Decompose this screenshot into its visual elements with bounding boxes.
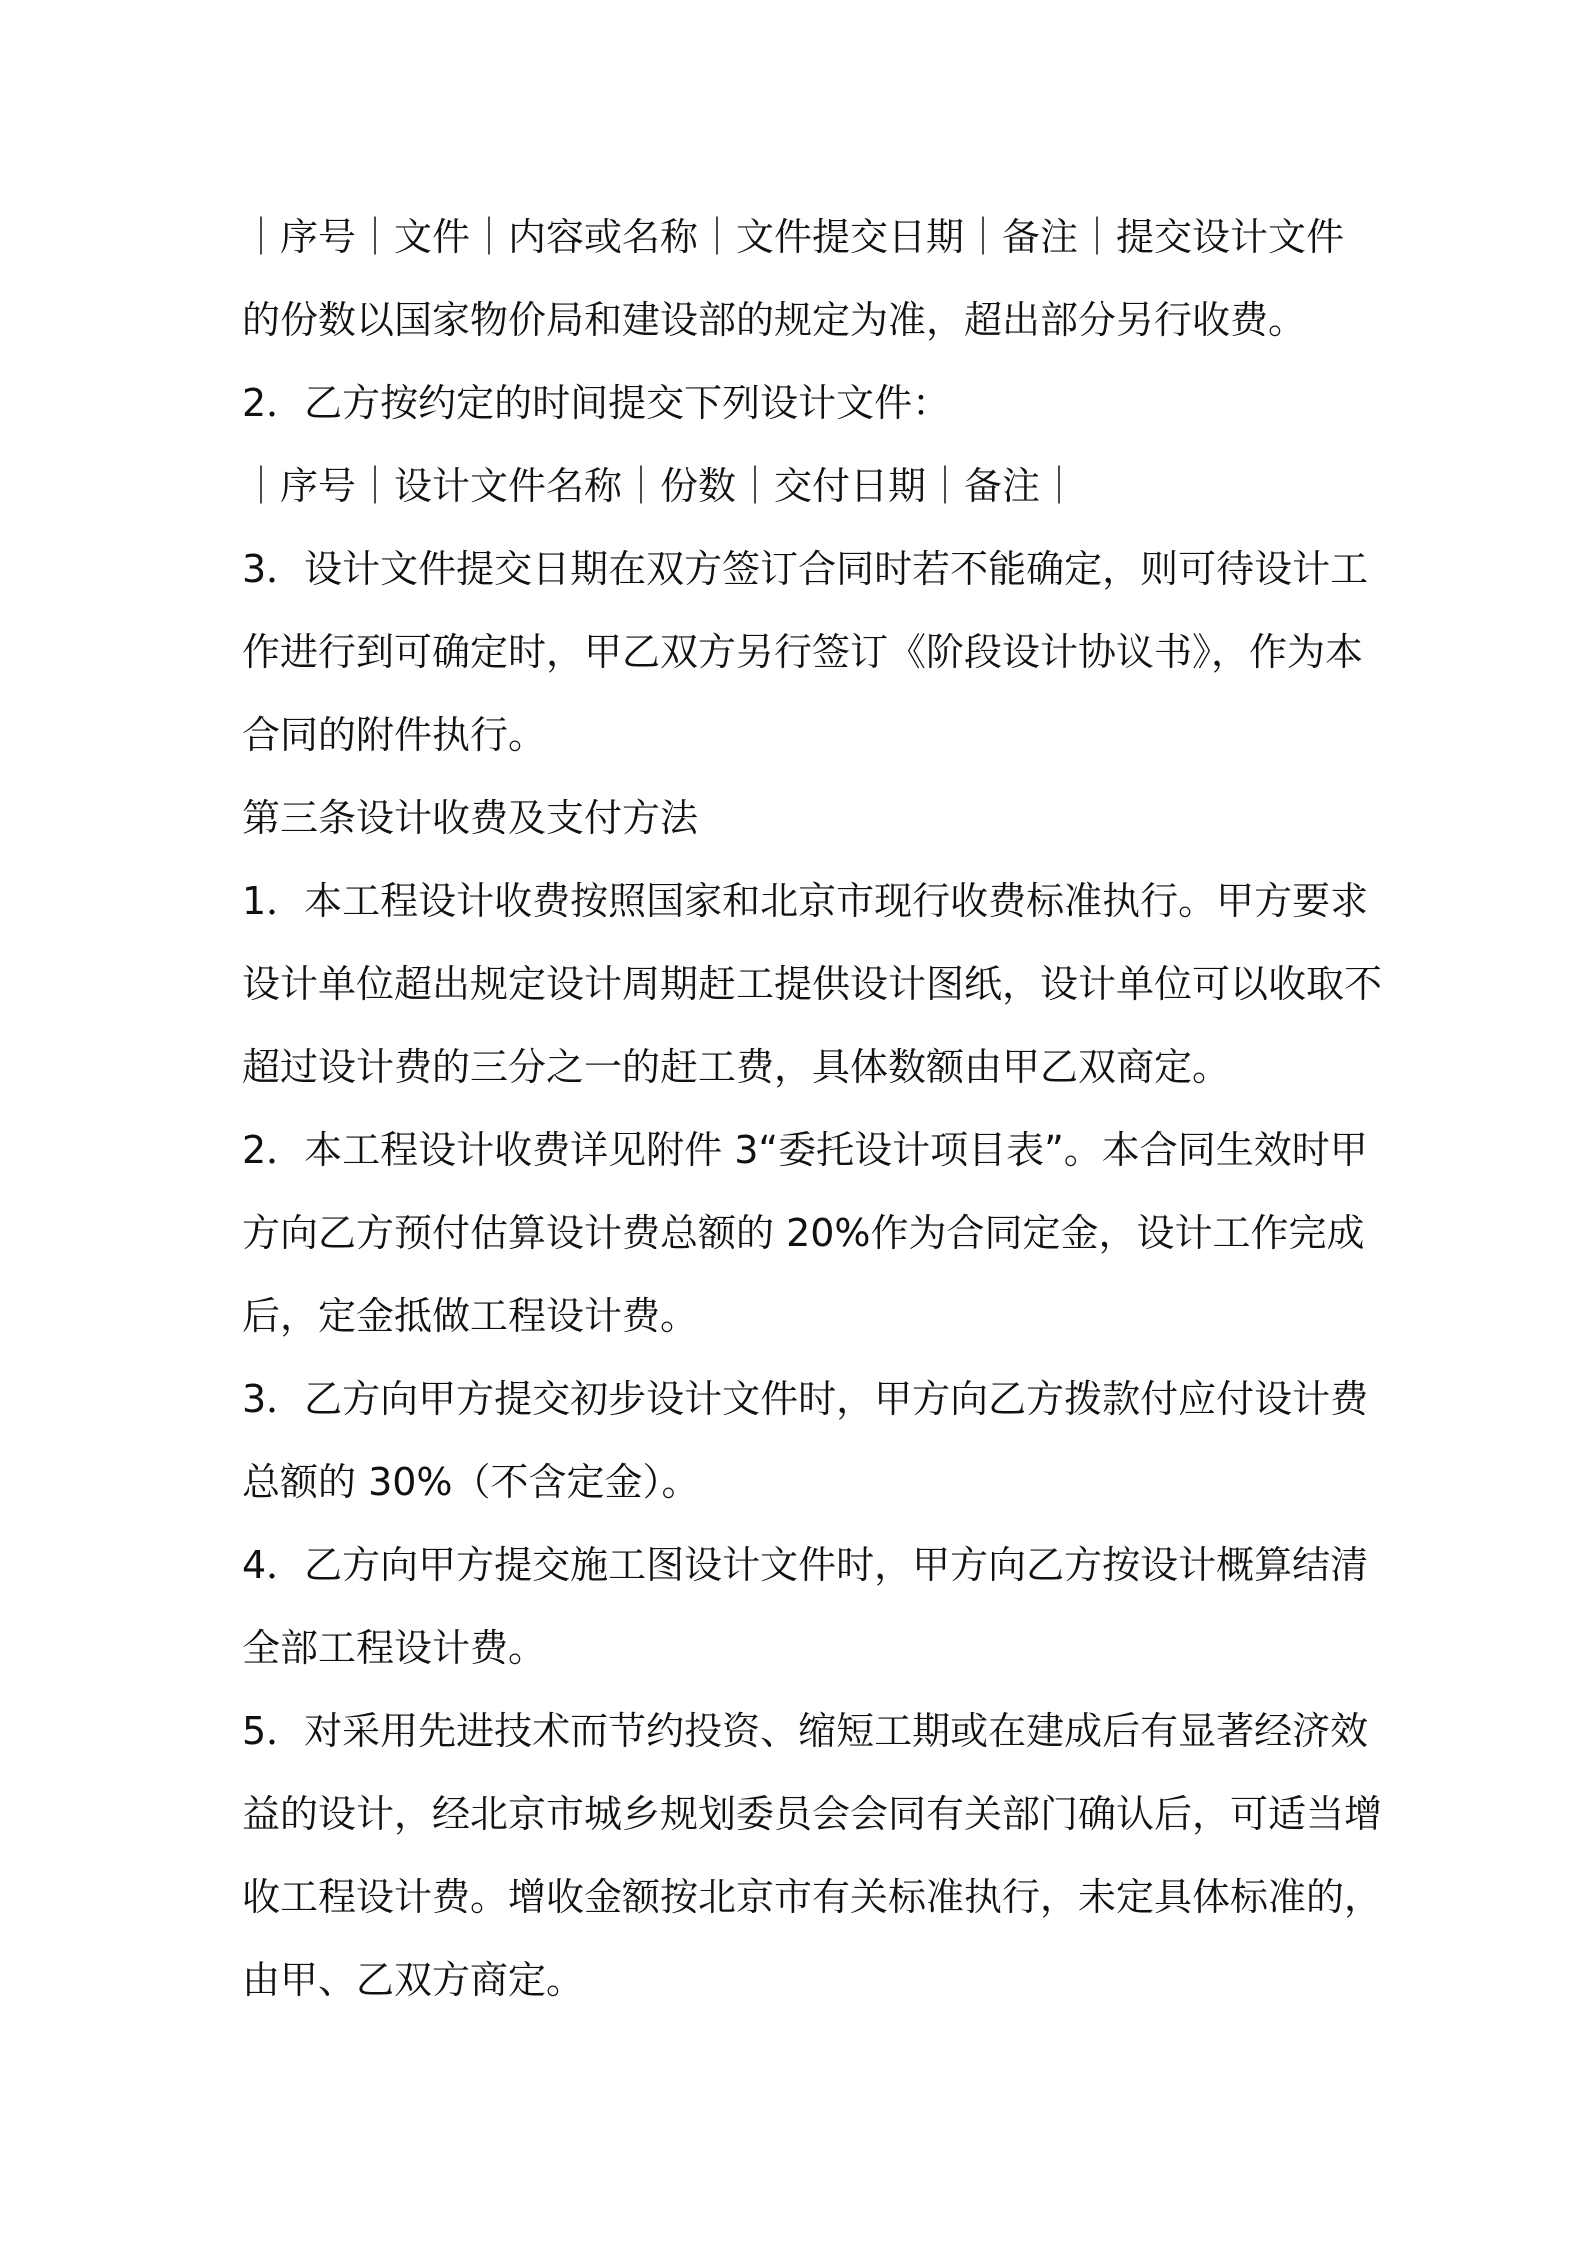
text-line-12: 2．本工程设计收费详见附件 3“委托设计项目表”。本合同生效时甲 xyxy=(242,1128,1368,1172)
text-line-13: 方向乙方预付估算设计费总额的 20%作为合同定金，设计工作完成 xyxy=(242,1211,1365,1255)
text-line-20: 益的设计，经北京市城乡规划委员会会同有关部门确认后，可适当增 xyxy=(242,1792,1383,1836)
text-line-3: 2．乙方按约定的时间提交下列设计文件： xyxy=(242,381,951,425)
document-body xyxy=(242,196,1383,2022)
text-line-10: 设计单位超出规定设计周期赶工提供设计图纸，设计单位可以收取不 xyxy=(242,962,1383,1006)
text-line-16: 总额的 30%（不含定金）。 xyxy=(242,1460,700,1504)
text-line-14: 后，定金抵做工程设计费。 xyxy=(242,1294,699,1338)
text-line-18: 全部工程设计费。 xyxy=(242,1626,547,1670)
text-line-7: 合同的附件执行。 xyxy=(242,713,547,757)
text-line-5: 3．设计文件提交日期在双方签订合同时若不能确定，则可待设计工 xyxy=(242,547,1369,591)
section-heading: 第三条设计收费及支付方法 xyxy=(242,796,699,840)
text-line-6: 作进行到可确定时，甲乙双方另行签订《阶段设计协议书》，作为本 xyxy=(242,630,1364,674)
text-line-15: 3．乙方向甲方提交初步设计文件时，甲方向乙方拨款付应付设计费 xyxy=(242,1377,1369,1421)
text-line-22: 由甲、乙双方商定。 xyxy=(242,1958,585,2002)
text-line-19: 5．对采用先进技术而节约投资、缩短工期或在建成后有显著经济效 xyxy=(242,1709,1369,1753)
text-line-4: ｜序号｜设计文件名称｜份数｜交付日期｜备注｜ xyxy=(242,464,1079,508)
text-line-21: 收工程设计费。增收金额按北京市有关标准执行，未定具体标准的， xyxy=(242,1875,1383,1919)
text-line-1: ｜序号｜文件｜内容或名称｜文件提交日期｜备注｜提交设计文件 xyxy=(242,215,1345,259)
text-line-17: 4．乙方向甲方提交施工图设计文件时，甲方向乙方按设计概算结清 xyxy=(242,1543,1369,1587)
text-line-11: 超过设计费的三分之一的赶工费，具体数额由甲乙双商定。 xyxy=(242,1045,1231,1089)
text-line-9: 1．本工程设计收费按照国家和北京市现行收费标准执行。甲方要求 xyxy=(242,879,1369,923)
text-line-2: 的份数以国家物价局和建设部的规定为准，超出部分另行收费。 xyxy=(242,298,1307,342)
